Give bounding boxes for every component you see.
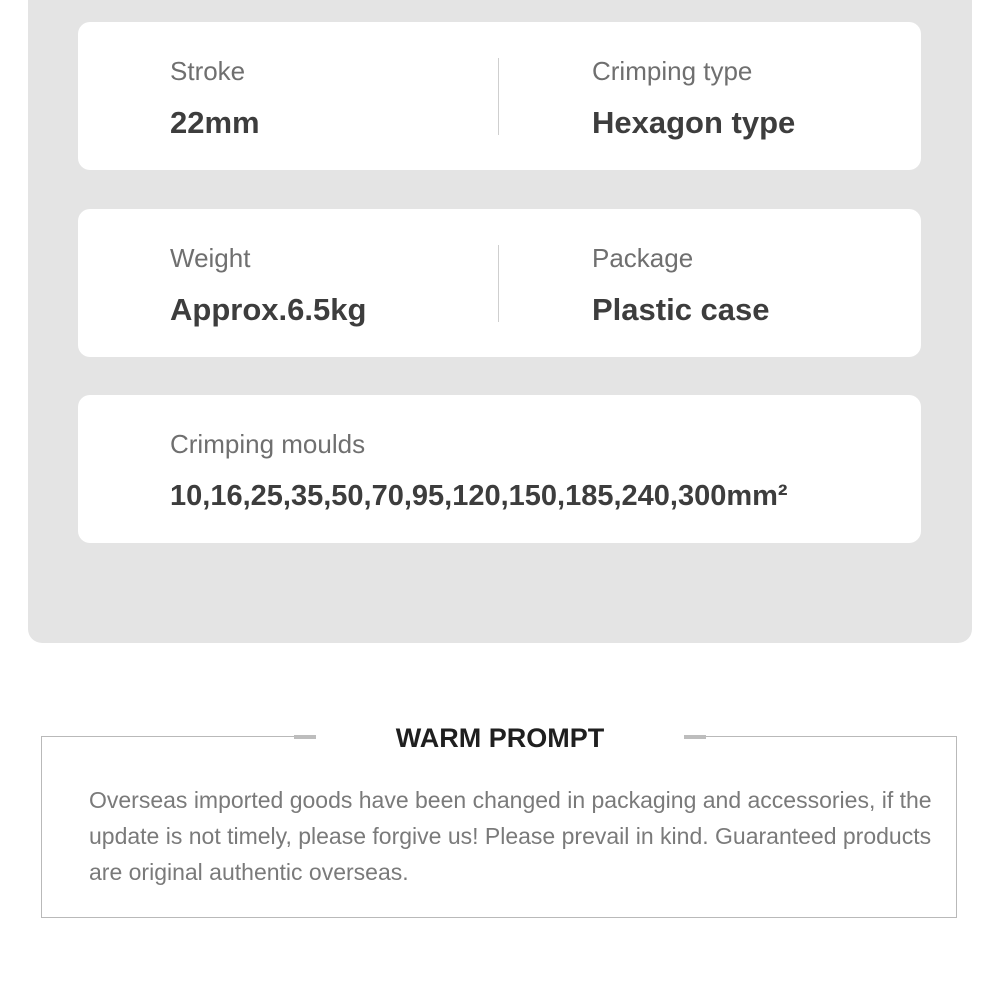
spec-label: Package bbox=[592, 243, 694, 273]
spec-card-weight-package bbox=[78, 209, 921, 357]
spec-divider bbox=[498, 245, 499, 322]
spec-label: Stroke bbox=[170, 56, 246, 86]
spec-value: Hexagon type bbox=[592, 105, 796, 140]
prompt-title-dash-left bbox=[294, 735, 316, 739]
warm-prompt-text: Overseas imported goods have been changed in packaging and accessories, if the update is not timely, please forgive us! Please prevail in kind. Guaranteed products are original authentic overseas. bbox=[89, 787, 932, 885]
prompt-title-dash-right bbox=[684, 735, 706, 739]
spec-card-stroke-crimping-type bbox=[78, 22, 921, 170]
warm-prompt-title: WARM PROMPT bbox=[395, 723, 605, 753]
prompt-border-right bbox=[706, 736, 957, 737]
spec-value: Approx.6.5kg bbox=[170, 292, 367, 327]
prompt-border-left bbox=[41, 736, 294, 737]
spec-value: 10,16,25,35,50,70,95,120,150,185,240,300mm² bbox=[170, 480, 788, 512]
spec-divider bbox=[498, 58, 499, 135]
spec-value: 22mm bbox=[170, 105, 260, 140]
spec-value: Plastic case bbox=[592, 292, 770, 327]
spec-label: Crimping type bbox=[592, 56, 753, 86]
spec-card-crimping-moulds bbox=[78, 395, 921, 543]
spec-label: Crimping moulds bbox=[170, 429, 366, 459]
spec-label: Weight bbox=[170, 243, 251, 273]
